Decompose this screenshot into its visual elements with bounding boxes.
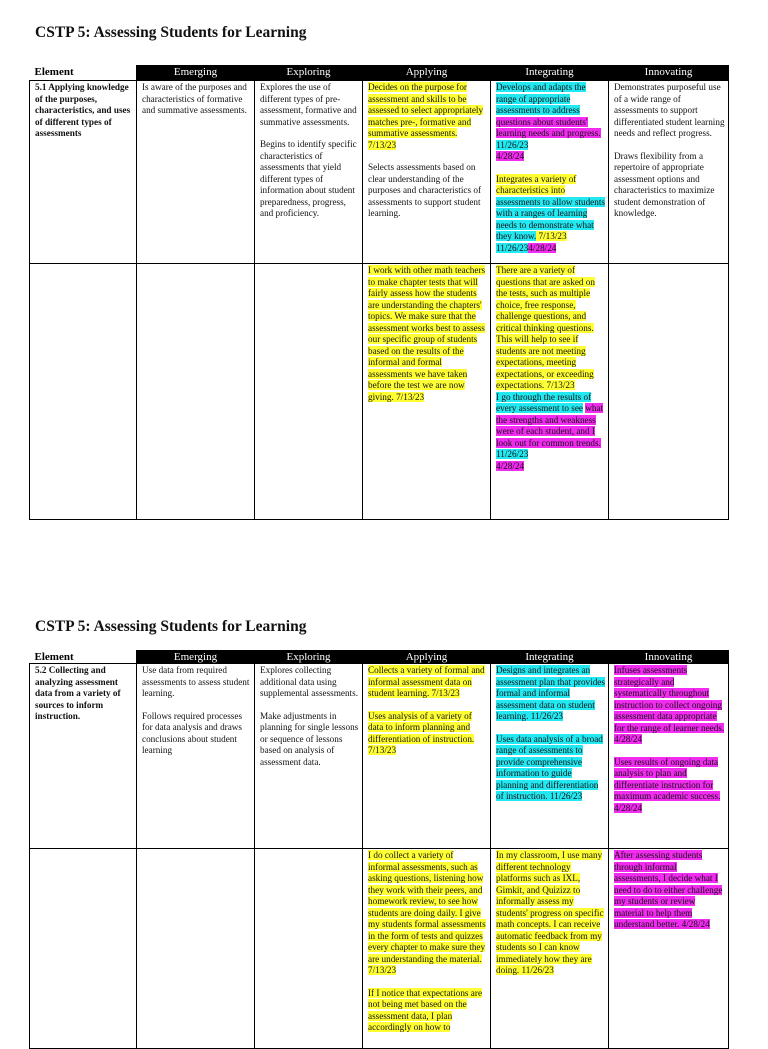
- reflection-applying-text: I work with other math teachers to make chapter tests that will fairly assess how the students are understanding the chapters' topics. We make sure that the assessment works best to assess our specific group of students based on the results of the informal and formal assessments we have taken before the test we are now giving. 7/13/23: [368, 265, 486, 402]
- reflection-applying-cell: [363, 849, 491, 1049]
- integrating-text-1a: Develops and adapts the range of appropriate assessments to address: [496, 82, 586, 115]
- integrating-date-2: 4/28/24: [496, 151, 525, 161]
- rubric-header-row: [30, 66, 729, 81]
- reflection-integrating-text: In my classroom, I use many different technology platforms such as IXL, Gimkit, and Quizizz to informally assess my students' progress on specific math concepts. I can receive automatic feedback from my students so I can know immediately how they are doing. 11/26/23: [496, 850, 604, 975]
- reflection-integrating-cell: [491, 264, 609, 520]
- header-exploring: Exploring: [255, 66, 363, 81]
- reflection-exploring-cell: [255, 849, 363, 1049]
- reflection-emerging-cell: [137, 264, 255, 520]
- section-2-title: CSTP 5: Assessing Students for Learning: [35, 618, 307, 635]
- applying-cell: [363, 664, 491, 849]
- reflection-element-cell: [30, 264, 137, 520]
- emerging-text: Is aware of the purposes and characteristics of formative and summative assessments.: [142, 82, 247, 115]
- reflection-integrating-date-1: 11/26/23: [496, 449, 529, 459]
- exploring-cell: [255, 81, 363, 264]
- header-integrating: Integrating: [491, 66, 609, 81]
- header-innovating: Innovating: [609, 651, 729, 664]
- section-2-rubric-table: [29, 650, 729, 1049]
- integrating-cell: [491, 664, 609, 849]
- applying-cell: [363, 81, 491, 264]
- reflection-innovating-cell: [609, 849, 729, 1049]
- section-1-rubric-table: [29, 65, 729, 520]
- exploring-text-1: Explores collecting additional data using supplemental assessments.: [260, 665, 358, 698]
- descriptor-row: [30, 81, 729, 264]
- reflection-innovating-text: After assessing students through informal assessments, I decide what I need to do to either challenge my students or review material to help them understand better. 4/28/24: [614, 850, 723, 929]
- reflection-integrating-text-2: I go through the results of every assessment to see: [496, 391, 592, 413]
- exploring-text-1: Explores the use of different types of pre-assessment, formative and summative assessments.: [260, 82, 357, 127]
- reflection-integrating-text-1: There are a variety of questions that are asked on the tests, such as multiple choice, free response, challenge questions, and critical thinking questions. This will help to see if students are not meeting expectations, meeting expectations, or exceeding expectations. 7/13/23: [496, 265, 595, 390]
- header-element: Element: [30, 66, 137, 81]
- integrating-text-1: Designs and integrates an assessment plan that provides formal and informal assessment data on student learning. 11/26/23: [496, 665, 605, 721]
- header-applying: Applying: [363, 651, 491, 664]
- applying-text-1: Decides on the purpose for assessment and skills to be assessed to select appropriately matches pre-, formative and summative assessments. 7/13/23: [368, 82, 484, 150]
- emerging-text-1: Use data from required assessments to assess student learning.: [142, 665, 250, 698]
- reflection-integrating-cell: [491, 849, 609, 1049]
- descriptor-row: [30, 664, 729, 849]
- reflection-element-cell: [30, 849, 137, 1049]
- applying-text-1: Collects a variety of formal and informal assessment data on student learning. 7/13/23: [368, 665, 485, 698]
- emerging-cell: [137, 81, 255, 264]
- element-label: 5.1 Applying knowledge of the purposes, characteristics, and uses of different types of assessments: [30, 81, 137, 264]
- reflection-applying-cell: [363, 264, 491, 520]
- integrating-text-2a: Integrates a variety of characteristics into: [496, 173, 577, 195]
- reflection-integrating-date-2: 4/28/24: [496, 460, 525, 471]
- header-emerging: Emerging: [137, 651, 255, 664]
- header-innovating: Innovating: [609, 66, 729, 81]
- innovating-text-2: Draws flexibility from a repertoire of appropriate assessment options and characteristics to maximize student demonstration of knowledge.: [614, 150, 715, 218]
- emerging-text-2: Follows required processes for data analysis and draws conclusions about student learning: [142, 710, 243, 755]
- header-element: Element: [30, 651, 137, 664]
- applying-text-2: Selects assessments based on clear understanding of the purposes and characteristics of assessments to support student learning.: [368, 162, 482, 218]
- integrating-date-4: 11/26/23: [496, 242, 529, 253]
- innovating-cell: [609, 81, 729, 264]
- rubric-header-row: [30, 651, 729, 664]
- reflection-applying-text-1: I do collect a variety of informal assessments, such as asking questions, listening how they work with their peers, and homework review, to see how students are doing daily. I give my students formal assessments in the form of tests and quizzes every chapter to make sure they are understanding the material. 7/13/23: [368, 850, 486, 975]
- exploring-text-2: Make adjustments in planning for single lessons or sequence of lessons based on analysis of assessment data.: [260, 710, 359, 767]
- innovating-text-1: Infuses assessments strategically and systematically throughout instruction to collect ongoing assessment data appropriate for the range of learner needs. 4/28/24: [614, 665, 725, 744]
- integrating-date-5: 4/28/24: [528, 242, 557, 253]
- integrating-text-1b: questions about students' learning needs and progress.: [496, 116, 601, 138]
- integrating-text-2: Uses data analysis of a broad range of assessments to provide comprehensive information to guide planning and differentiation of instruction. 11/26/23: [496, 733, 603, 801]
- reflection-row: [30, 849, 729, 1049]
- exploring-text-2: Begins to identify specific characteristics of assessments that yield different types of information about student preparedness, progress, and proficiency.: [260, 139, 357, 218]
- integrating-date-3: 7/13/23: [536, 231, 567, 241]
- reflection-integrating-text-3: what the strengths and weakness were of each student, and I look out for common trends.: [496, 403, 604, 448]
- reflection-applying-text-2: If I notice that expectations are not being met based on the assessment data, I plan accordingly on how to: [368, 987, 483, 1032]
- element-label: 5.2 Collecting and analyzing assessment data from a variety of sources to inform instruction.: [30, 664, 137, 849]
- reflection-emerging-cell: [137, 849, 255, 1049]
- header-exploring: Exploring: [255, 651, 363, 664]
- section-1-title: CSTP 5: Assessing Students for Learning: [35, 24, 307, 41]
- exploring-cell: [255, 664, 363, 849]
- reflection-row: [30, 264, 729, 520]
- header-integrating: Integrating: [491, 651, 609, 664]
- innovating-text-1: Demonstrates purposeful use of a wide range of assessments to support differentiated student learning needs and reflect progress.: [614, 82, 725, 138]
- reflection-exploring-cell: [255, 264, 363, 520]
- emerging-cell: [137, 664, 255, 849]
- applying-text-2: Uses analysis of a variety of data to inform planning and differentiation of instruction. 7/13/23: [368, 710, 475, 755]
- header-emerging: Emerging: [137, 66, 255, 81]
- header-applying: Applying: [363, 66, 491, 81]
- reflection-innovating-cell: [609, 264, 729, 520]
- innovating-text-2: Uses results of ongoing data analysis to plan and differentiate instruction for maximum academic success. 4/28/24: [614, 756, 721, 813]
- integrating-text-2b: assessments to allow students with a ranges of learning needs to demonstrate what they know.: [496, 196, 605, 241]
- integrating-cell: [491, 81, 609, 264]
- innovating-cell: [609, 664, 729, 849]
- integrating-date-1: 11/26/23: [496, 139, 529, 150]
